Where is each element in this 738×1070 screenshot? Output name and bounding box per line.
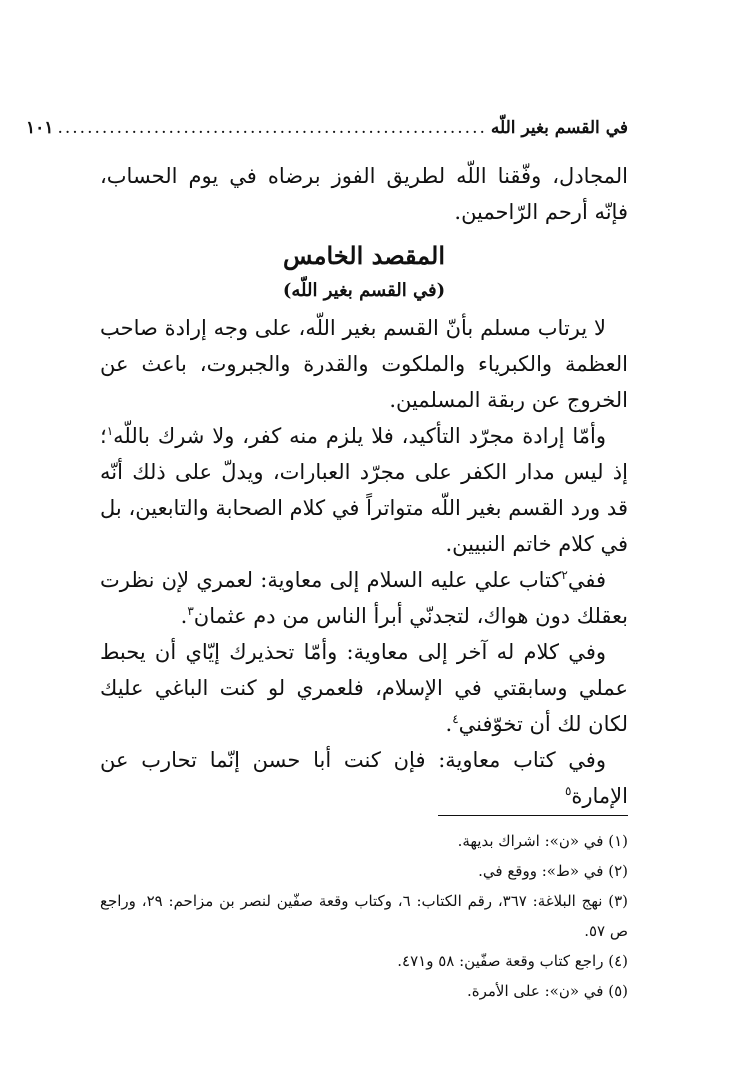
paragraph-5-text-a: وفي كتاب معاوية: فإن كنت أبا حسن إنّما تحارب عن الإمارة bbox=[100, 748, 628, 808]
page-number: ١٠١ bbox=[26, 118, 54, 138]
header-leader-dots: .......................................................... bbox=[57, 118, 487, 138]
paragraph-4 bbox=[100, 634, 628, 742]
footnote-ref-1: ١ bbox=[106, 424, 114, 438]
footnotes bbox=[100, 826, 628, 1006]
paragraph-5 bbox=[100, 742, 628, 814]
running-header bbox=[26, 112, 628, 138]
footnote-1: (١) في «ن»: اشراك بديهة. bbox=[457, 832, 628, 850]
paragraph-4-text-b: . bbox=[445, 712, 453, 736]
header-title: في القسم بغير اللّه bbox=[490, 118, 628, 138]
intro-paragraph: المجادل، وفّقنا اللّه لطريق الفوز برضاه في يوم الحساب، فإنّه أرحم الرّاحمين. bbox=[100, 164, 628, 224]
footnote-5: (٥) في «ن»: على الأمرة. bbox=[466, 982, 628, 1000]
footnote-ref-2: ٢ bbox=[561, 568, 568, 582]
footnote-separator bbox=[438, 815, 628, 816]
paragraph-3 bbox=[100, 562, 628, 634]
footnote-4: (٤) راجع كتاب وقعة صفّين: ٥٨ و٤٧١. bbox=[397, 952, 628, 970]
footnote-2: (٢) في «ط»: ووقع في. bbox=[478, 862, 628, 880]
paragraph-2-text-a: وأمّا إرادة مجرّد التأكيد، فلا يلزم منه كفر، ولا شرك باللّه bbox=[113, 424, 606, 448]
footnote-3: (٣) نهج البلاغة: ٣٦٧، رقم الكتاب: ٦، وكتاب وقعة صفّين لنصر بن مزاحم: ٢٩، وراجع ص ٥٧. bbox=[100, 892, 628, 940]
section-subtitle: (في القسم بغير اللّه) bbox=[282, 280, 446, 301]
paragraph-2 bbox=[100, 418, 628, 562]
paragraph-4-text-a: وفي كلام له آخر إلى معاوية: وأمّا تحذيرك إيّاي أن يحبط عملي وسابقتي في الإسلام، فلعمري لو كنت الباغي عليك لكان لك أن تخوّفني bbox=[100, 640, 628, 736]
section-title: المقصد الخامس bbox=[283, 241, 445, 270]
paragraph-3-text-b: كتاب علي عليه السلام إلى معاوية: لعمري لإن نظرت بعقلك دون هواك، لتجدنّي أبرأ الناس من دم عثمان bbox=[100, 568, 628, 628]
footnote-ref-5: ٥ bbox=[564, 784, 572, 798]
paragraph-3-text-a: ففي bbox=[567, 568, 606, 592]
footnote-ref-4: ٤ bbox=[452, 712, 459, 726]
footnote-ref-3: ٣ bbox=[187, 604, 194, 618]
paragraph-2-text-b: ؛ إذ ليس مدار الكفر على مجرّد العبارات، ويدلّ على ذلك أنّه قد ورد القسم بغير اللّه متواتراً في كلام الصحابة والتابعين، بل في كلام خاتم النبيين. bbox=[100, 424, 628, 556]
main-text bbox=[100, 158, 628, 814]
paragraph-1: لا يرتاب مسلم بأنّ القسم بغير اللّه، على وجه إرادة صاحب العظمة والكبرياء والملكوت والقدرة والجبروت، باعث عن الخروج عن ربقة المسلمين. bbox=[100, 316, 628, 412]
paragraph-3-text-c: . bbox=[180, 604, 188, 628]
